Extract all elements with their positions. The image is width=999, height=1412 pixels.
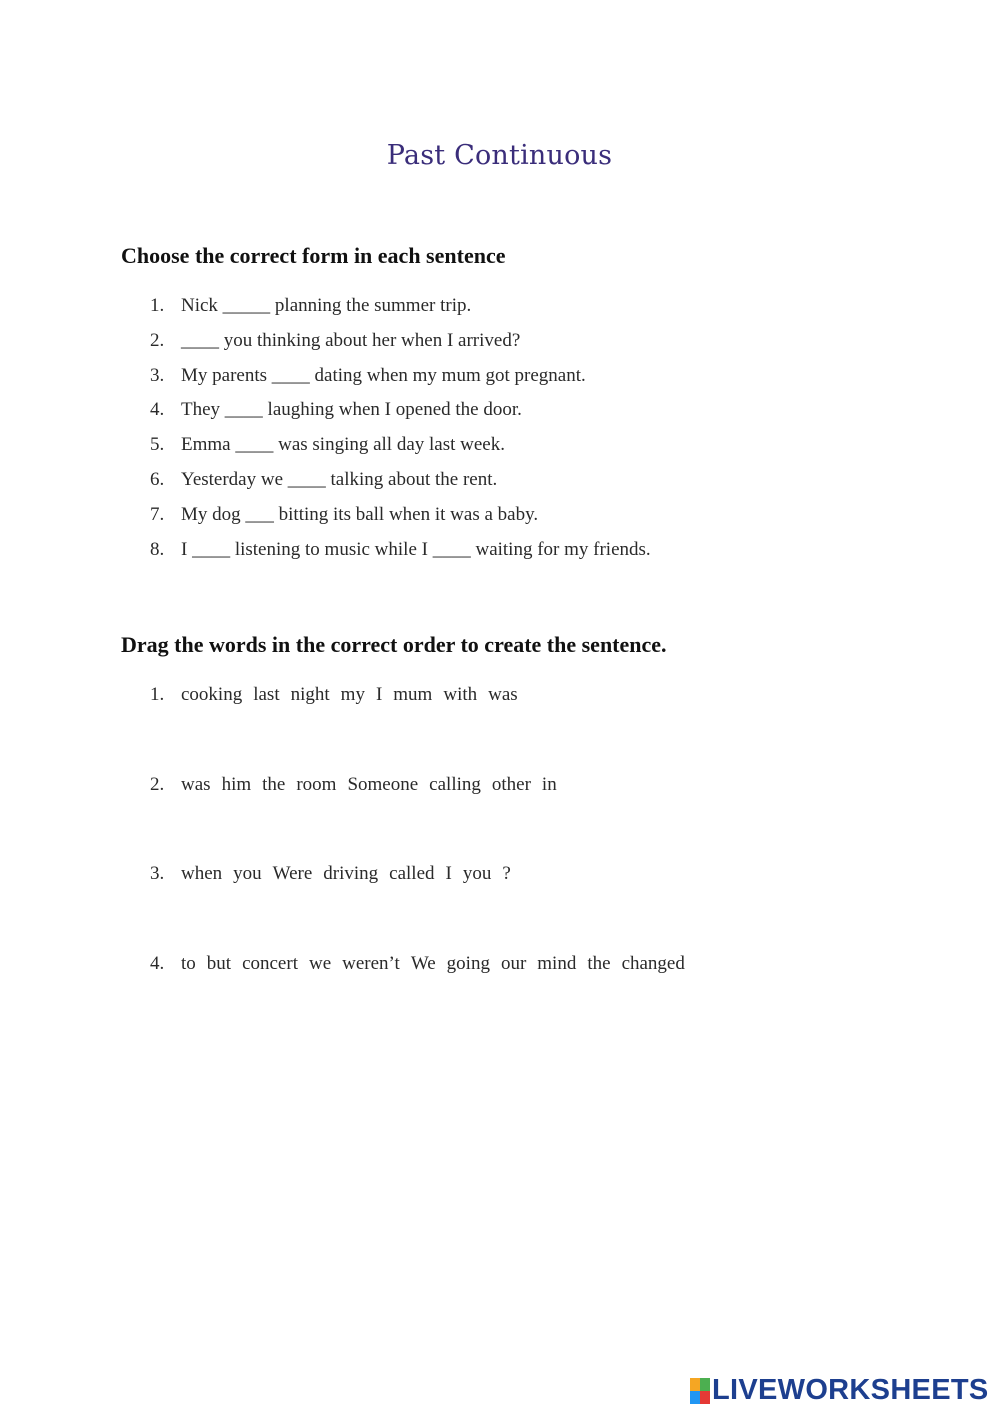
section-heading-choose: Choose the correct form in each sentence bbox=[121, 243, 506, 268]
sentence-text: I ____ listening to music while I ____ waiting for my friends. bbox=[181, 538, 651, 560]
draggable-word[interactable]: mind bbox=[537, 952, 577, 974]
list-item bbox=[150, 328, 651, 363]
sentence-text: ____ you thinking about her when I arrived? bbox=[181, 329, 521, 351]
list-item bbox=[150, 397, 651, 432]
choose-form-list bbox=[150, 293, 651, 571]
draggable-word[interactable]: ? bbox=[502, 863, 511, 885]
draggable-word[interactable]: our bbox=[500, 952, 527, 974]
draggable-word[interactable]: room bbox=[296, 773, 337, 795]
list-item bbox=[150, 467, 651, 502]
word-order-list bbox=[150, 682, 696, 1040]
page-title: Past Continuous bbox=[386, 140, 613, 171]
item-number: 4. bbox=[150, 399, 165, 421]
item-number: 1. bbox=[150, 295, 165, 316]
sentence-text: My parents ____ dating when my mum got pregnant. bbox=[181, 364, 586, 386]
item-number: 3. bbox=[150, 863, 165, 885]
list-item bbox=[150, 537, 651, 572]
draggable-word[interactable]: We bbox=[410, 952, 436, 974]
draggable-word[interactable]: night bbox=[290, 684, 330, 705]
sentence-text: Nick _____ planning the summer trip. bbox=[181, 295, 472, 316]
item-number: 4. bbox=[150, 952, 165, 974]
draggable-word[interactable]: you bbox=[462, 863, 492, 885]
list-item bbox=[150, 861, 696, 951]
draggable-word[interactable]: but bbox=[206, 952, 232, 974]
word-group bbox=[181, 861, 522, 951]
draggable-word[interactable]: changed bbox=[621, 952, 685, 974]
sentence-text: They ____ laughing when I opened the door. bbox=[181, 399, 522, 421]
draggable-word[interactable]: I bbox=[445, 863, 452, 885]
list-item bbox=[150, 951, 696, 1041]
draggable-word[interactable]: was bbox=[181, 773, 211, 795]
sentence-text: My dog ___ bitting its ball when it was a baby. bbox=[181, 503, 539, 525]
draggable-word[interactable]: in bbox=[541, 773, 557, 795]
liveworksheets-logo bbox=[690, 1374, 989, 1407]
draggable-word[interactable]: when bbox=[181, 863, 223, 885]
draggable-word[interactable]: Were bbox=[272, 863, 313, 885]
item-number: 7. bbox=[150, 503, 165, 525]
logo-text: LIVEWORKSHEETS bbox=[712, 1374, 989, 1406]
item-number: 6. bbox=[150, 468, 165, 490]
sentence-text: Emma ____ was singing all day last week. bbox=[181, 434, 505, 456]
item-number: 8. bbox=[150, 538, 165, 560]
draggable-word[interactable]: I bbox=[375, 684, 383, 705]
logo-square bbox=[700, 1391, 710, 1404]
list-item bbox=[150, 363, 651, 398]
draggable-word[interactable]: the bbox=[262, 773, 286, 795]
word-group bbox=[181, 772, 568, 862]
item-number: 3. bbox=[150, 364, 165, 386]
draggable-word[interactable]: Someone bbox=[347, 773, 419, 795]
draggable-word[interactable]: we bbox=[308, 952, 332, 974]
draggable-word[interactable]: cooking bbox=[181, 684, 243, 705]
logo-square bbox=[690, 1391, 700, 1404]
draggable-word[interactable]: you bbox=[233, 863, 262, 885]
list-item bbox=[150, 502, 651, 537]
item-number: 5. bbox=[150, 434, 165, 456]
draggable-word[interactable]: the bbox=[587, 952, 611, 974]
item-number: 2. bbox=[150, 329, 165, 351]
draggable-word[interactable]: calling bbox=[429, 773, 481, 795]
draggable-word[interactable]: last bbox=[253, 684, 280, 705]
draggable-word[interactable]: was bbox=[488, 684, 518, 705]
logo-square bbox=[690, 1378, 700, 1391]
word-group bbox=[181, 682, 529, 772]
draggable-word[interactable]: driving bbox=[323, 863, 379, 885]
draggable-word[interactable]: going bbox=[446, 952, 490, 974]
list-item bbox=[150, 432, 651, 467]
list-item bbox=[150, 682, 696, 772]
sentence-text: Yesterday we ____ talking about the rent. bbox=[181, 468, 498, 490]
list-item bbox=[150, 772, 696, 862]
draggable-word[interactable]: mum bbox=[393, 684, 433, 705]
draggable-word[interactable]: called bbox=[389, 863, 435, 885]
word-group bbox=[181, 951, 696, 1041]
section-heading-drag: Drag the words in the correct order to create the sentence. bbox=[121, 632, 667, 657]
draggable-word[interactable]: with bbox=[443, 684, 478, 705]
item-number: 2. bbox=[150, 773, 165, 795]
draggable-word[interactable]: my bbox=[340, 684, 365, 705]
list-item bbox=[150, 293, 651, 328]
logo-mark-icon bbox=[690, 1378, 710, 1404]
item-number: 1. bbox=[150, 684, 165, 705]
draggable-word[interactable]: other bbox=[491, 773, 531, 795]
logo-square bbox=[700, 1378, 710, 1391]
draggable-word[interactable]: weren’t bbox=[342, 952, 400, 974]
draggable-word[interactable]: him bbox=[221, 773, 252, 795]
draggable-word[interactable]: to bbox=[181, 952, 196, 974]
draggable-word[interactable]: concert bbox=[242, 952, 298, 974]
